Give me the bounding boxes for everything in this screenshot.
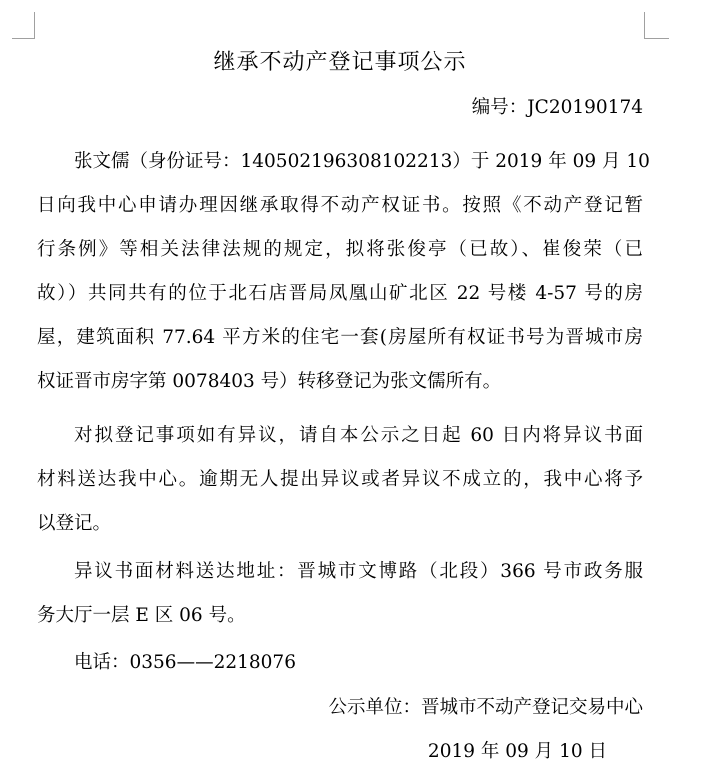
document-number: 编号：JC20190174	[471, 97, 643, 118]
paragraph-1-line-4: 故））共同共有的位于北石店晋局凤凰山矿北区 22 号楼 4-57 号的房	[37, 283, 643, 304]
paragraph-1-line-2: 日向我中心申请办理因继承取得不动产权证书。按照《不动产登记暂	[37, 195, 643, 216]
paragraph-1-line-6: 权证晋市房字第 0078403 号）转移登记为张文儒所有。	[37, 371, 502, 392]
paragraph-1-line-5: 屋，建筑面积 77.64 平方米的住宅一套(房屋所有权证书号为晋城市房	[37, 327, 643, 348]
page-corner-mark-top-left	[12, 12, 35, 39]
page-corner-mark-top-right	[644, 12, 669, 39]
paragraph-3-line-1: 异议书面材料送达地址：晋城市文博路（北段）366 号市政务服	[74, 561, 643, 582]
publisher-unit: 公示单位：晋城市不动产登记交易中心	[328, 697, 643, 718]
paragraph-3-line-2: 务大厅一层 E 区 06 号。	[37, 605, 246, 626]
paragraph-2-line-1: 对拟登记事项如有异议，请自本公示之日起 60 日内将异议书面	[74, 425, 643, 446]
document-title: 继承不动产登记事项公示	[213, 50, 467, 75]
paragraph-2-line-3: 以登记。	[37, 513, 112, 534]
paragraph-1-line-3: 行条例》等相关法律法规的规定，拟将张俊亭（已故）、崔俊荣（已	[37, 239, 643, 260]
contact-phone: 电话：0356——2218076	[74, 652, 296, 673]
paragraph-1-line-1: 张文儒（身份证号：140502196308102213）于 2019 年 09 月 10	[74, 151, 650, 172]
paragraph-2-line-2: 材料送达我中心。逾期无人提出异议或者异议不成立的，我中心将予	[37, 469, 643, 490]
publication-date: 2019 年 09 月 10 日	[427, 741, 607, 762]
